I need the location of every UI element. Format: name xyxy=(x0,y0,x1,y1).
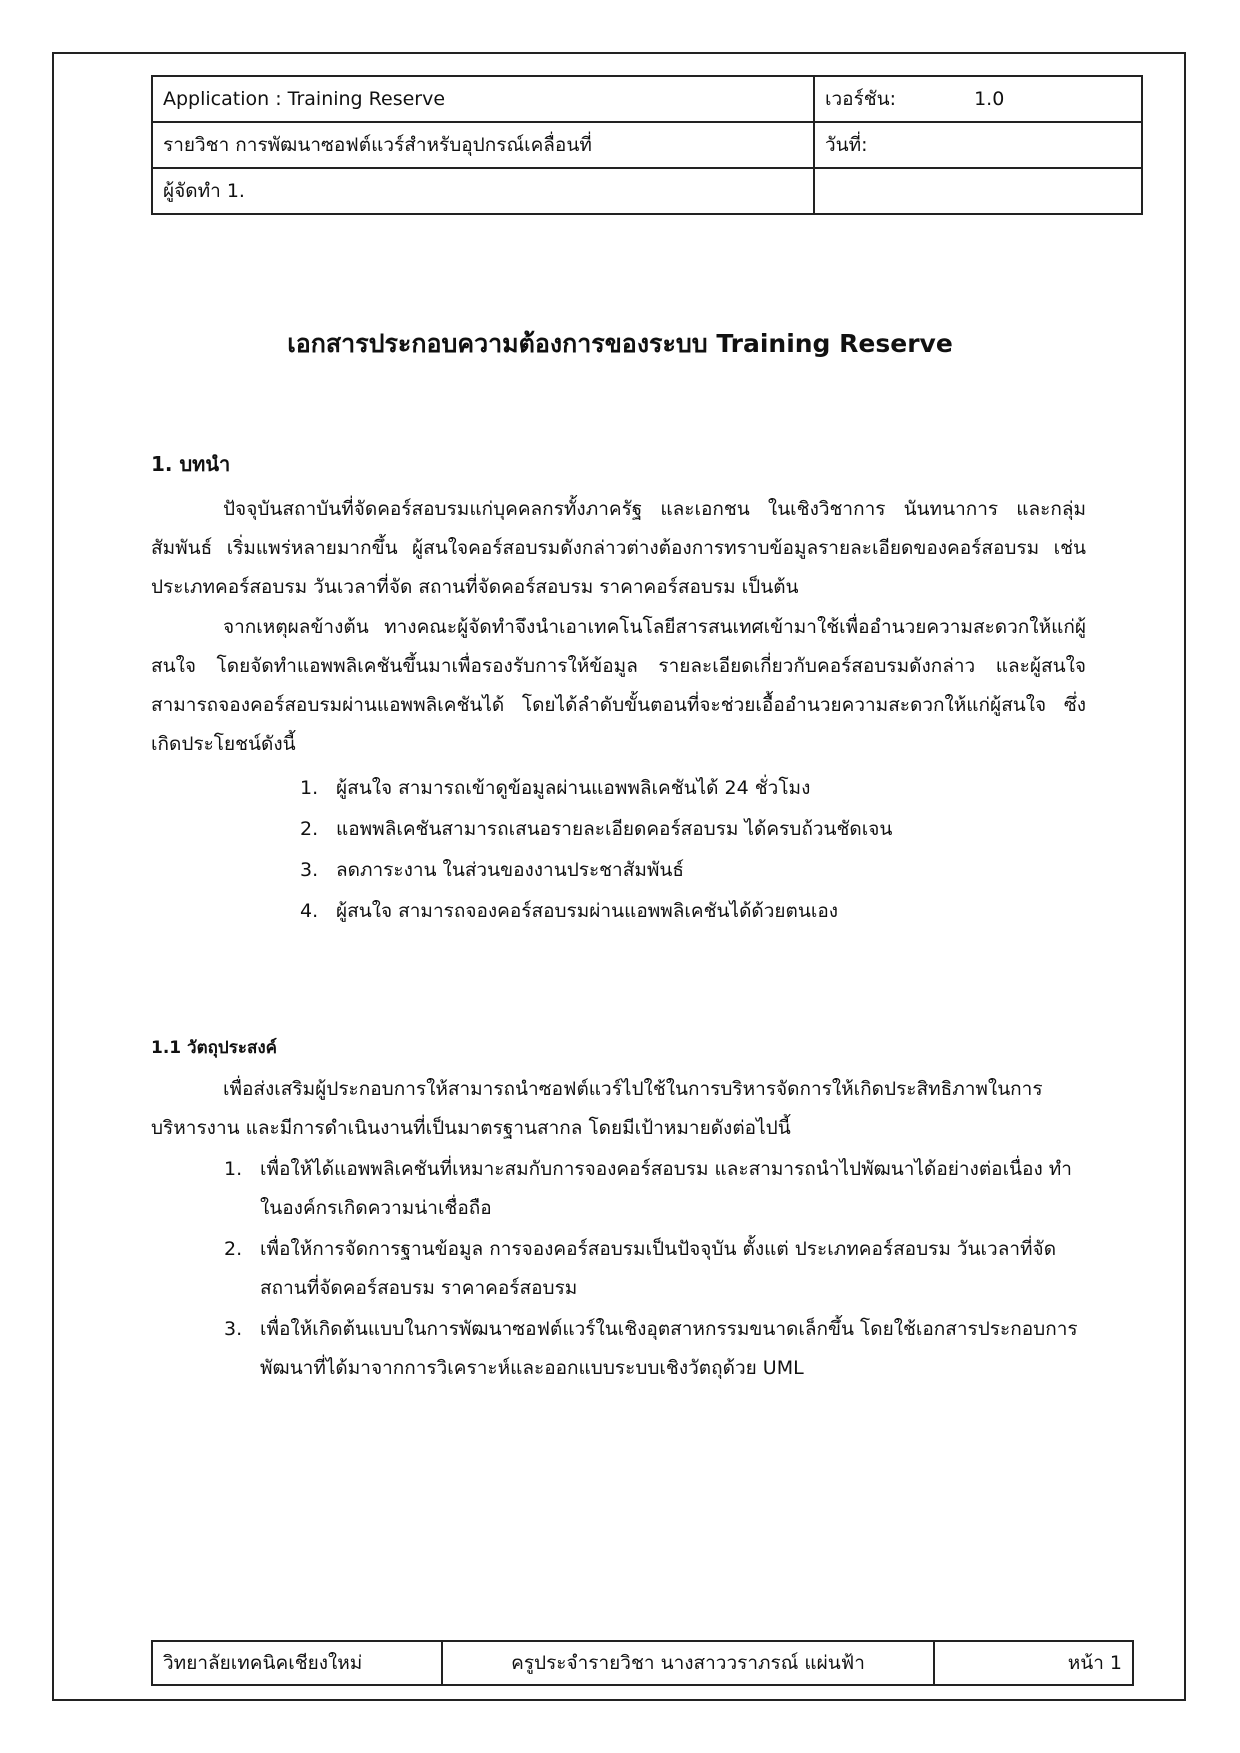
version-cell xyxy=(814,76,1142,122)
footer-college: วิทยาลัยเทคนิคเชียงใหม่ xyxy=(152,1641,442,1685)
date-cell xyxy=(814,122,1142,168)
list-item xyxy=(224,1230,1086,1308)
list-item-number: 1. xyxy=(300,777,319,799)
list-item-text: ลดภาระงาน ในส่วนของงานประชาสัมพันธ์ xyxy=(336,859,684,881)
author-cell xyxy=(152,168,814,214)
subject-name: รายวิชา การพัฒนาซอฟต์แวร์สำหรับอุปกรณ์เคลื่อนที่ xyxy=(163,134,592,156)
version-label: เวอร์ชัน: xyxy=(825,88,897,110)
list-item-number: 2. xyxy=(300,818,319,840)
list-item-text: เพื่อให้เกิดต้นแบบในการพัฒนาซอฟต์แวร์ในเชิงอุตสาหกรรมขนาดเล็กขึ้น โดยใช้เอกสารประกอบการพัฒนาที่ได้มาจากการวิเคราะห์และออกแบบระบบเชิงวัตถุด้วย UML xyxy=(260,1318,1078,1379)
list-item-text: เพื่อให้การจัดการฐานข้อมูล การจองคอร์สอบรมเป็นปัจจุบัน ตั้งแต่ ประเภทคอร์สอบรม วันเวลาที่จัด สถานที่จัดคอร์สอบรม ราคาคอร์สอบรม xyxy=(260,1238,1057,1299)
footer-page-number: หน้า 1 xyxy=(934,1641,1133,1685)
section-heading-introduction: 1. บทนำ xyxy=(151,452,231,476)
intro-paragraph-1 xyxy=(151,490,1086,607)
application-name: Application : Training Reserve xyxy=(163,88,446,110)
list-item-number: 3. xyxy=(300,859,319,881)
header-table xyxy=(151,75,1143,215)
objectives-paragraph-text: เพื่อส่งเสริมผู้ประกอบการให้สามารถนำซอฟต์แวร์ไปใช้ในการบริหารจัดการให้เกิดประสิทธิภาพในการบริหารงาน และมีการดำเนินงานที่เป็นมาตรฐานสากล โดยมีเป้าหมายดังต่อไปนี้ xyxy=(151,1078,1043,1139)
list-item-text: ผู้สนใจ สามารถเข้าดูข้อมูลผ่านแอพพลิเคชันได้ 24 ชั่วโมง xyxy=(336,777,811,799)
list-item-number: 1. xyxy=(224,1158,243,1180)
list-item-text: ผู้สนใจ สามารถจองคอร์สอบรมผ่านแอพพลิเคชันได้ด้วยตนเอง xyxy=(336,900,839,922)
list-item-text: เพื่อให้ได้แอพพลิเคชันที่เหมาะสมกับการจองคอร์สอบรม และสามารถนำไปพัฒนาได้อย่างต่อเนื่อง ทำในองค์กรเกิดความน่าเชื่อถือ xyxy=(260,1158,1072,1219)
intro-paragraph-1-text: ปัจจุบันสถาบันที่จัดคอร์สอบรมแก่บุคคลกรทั้งภาครัฐ และเอกชน ในเชิงวิชาการ นันทนาการ และกลุ่มสัมพันธ์ เริ่มแพร่หลายมากขึ้น ผู้สนใจคอร์สอบรมดังกล่าวต่างต้องการทราบข้อมูลรายละเอียดของคอร์สอบรม เช่น ประเภทคอร์สอบรม วันเวลาที่จัด สถานที่จัดคอร์สอบรม ราคาคอร์สอบรม เป็นต้น xyxy=(151,498,1086,598)
list-item xyxy=(300,809,1100,850)
list-item-number: 3. xyxy=(224,1318,243,1340)
list-item xyxy=(224,1150,1086,1228)
list-item-number: 4. xyxy=(300,900,319,922)
document-title: เอกสารประกอบความต้องการของระบบ Training Reserve xyxy=(287,329,953,358)
section-heading-objectives: 1.1 วัตถุประสงค์ xyxy=(151,1038,278,1058)
objectives-paragraph xyxy=(151,1070,1086,1148)
author-name: ผู้จัดทำ 1. xyxy=(163,180,245,202)
empty-cell xyxy=(814,168,1142,214)
footer-table xyxy=(151,1640,1134,1686)
intro-paragraph-2-text: จากเหตุผลข้างต้น ทางคณะผู้จัดทำจึงนำเอาเทคโนโลยีสารสนเทศเข้ามาใช้เพื่ออำนวยความสะดวกให้แก่ผู้สนใจ โดยจัดทำแอพพลิเคชันขึ้นมาเพื่อรองรับการให้ข้อมูล รายละเอียดเกี่ยวกับคอร์สอบรมดังกล่าว และผู้สนใจสามารถจองคอร์สอบรมผ่านแอพพลิเคชันได้ โดยได้ลำดับขั้นตอนที่จะช่วยเอื้ออำนวยความสะดวกให้แก่ผู้สนใจ ซึ่งเกิดประโยชน์ดังนี้ xyxy=(151,616,1086,755)
footer-teacher: ครูประจำรายวิชา นางสาววราภรณ์ แผ่นฟ้า xyxy=(442,1641,934,1685)
version-value: 1.0 xyxy=(974,88,1005,110)
list-item xyxy=(300,891,1100,932)
objectives-list xyxy=(224,1150,1086,1390)
benefits-list xyxy=(300,768,1100,932)
application-cell xyxy=(152,76,814,122)
date-label: วันที่: xyxy=(825,134,868,156)
list-item-number: 2. xyxy=(224,1238,243,1260)
intro-paragraph-2 xyxy=(151,608,1086,764)
list-item xyxy=(300,768,1100,809)
list-item xyxy=(224,1310,1086,1388)
list-item-text: แอพพลิเคชันสามารถเสนอรายละเอียดคอร์สอบรม ได้ครบถ้วนชัดเจน xyxy=(336,818,893,840)
list-item xyxy=(300,850,1100,891)
subject-cell xyxy=(152,122,814,168)
